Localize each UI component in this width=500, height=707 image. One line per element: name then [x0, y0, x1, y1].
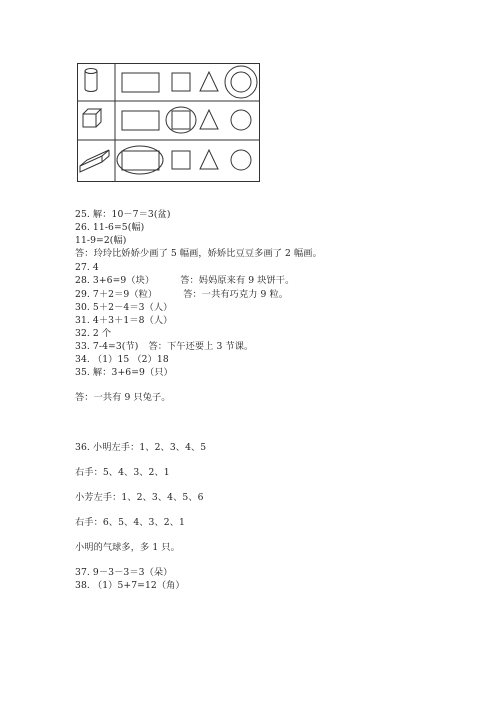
square-shape [172, 73, 190, 91]
answer-36-line-5: 小明的气球多，多 1 只。 [75, 542, 180, 553]
answer-29-statement: 答：一共有巧克力 9 粒。 [183, 289, 289, 300]
shapes-table-figure [77, 63, 260, 182]
cuboid-icon [80, 150, 109, 172]
answer-28 [75, 275, 294, 287]
answer-26-line-2: 11-9=2(幅) [75, 235, 127, 246]
answer-36-line-4: 右手：6、5、4、3、2、1 [75, 517, 185, 528]
circle-shape [231, 72, 251, 92]
rectangle-shape [122, 111, 159, 130]
cylinder-icon [85, 69, 97, 92]
answer-circle-mark [225, 66, 257, 98]
answer-32: 32. 2 个 [75, 328, 112, 339]
answer-29 [75, 289, 288, 301]
answer-34: 34. （1）15 （2）18 [75, 354, 169, 365]
answer-25: 25. 解：10－7＝3(盆) [75, 209, 171, 220]
rectangle-shape [122, 151, 159, 170]
circle-shape [231, 110, 251, 130]
answer-28-equation: 28. 3+6=9（块） [75, 275, 155, 286]
answer-27: 27. 4 [75, 262, 99, 273]
square-shape [172, 151, 190, 169]
square-shape [172, 111, 190, 129]
answer-26-line-3: 答：玲玲比娇娇少画了 5 幅画，娇娇比豆豆多画了 2 幅画。 [75, 248, 322, 259]
answer-37: 37. 9－3－3＝3（朵） [75, 567, 173, 578]
triangle-shape [200, 110, 218, 129]
answer-36: 36. 小明左手：1、2、3、4、5 [75, 442, 207, 453]
answer-33 [75, 341, 253, 353]
answer-35-statement: 答：一共有 9 只兔子。 [75, 392, 171, 403]
answer-31: 31. 4＋3＋1＝8（人） [75, 315, 173, 326]
circle-shape [231, 150, 251, 170]
triangle-shape [200, 150, 218, 169]
answer-36-line-2: 右手：5、4、3、2、1 [75, 467, 170, 478]
answer-35: 35. 解：3+6=9（只） [75, 367, 173, 378]
answer-28-statement: 答：妈妈原来有 9 块饼干。 [180, 275, 295, 286]
shapes-table-svg [77, 63, 260, 182]
triangle-shape [200, 72, 218, 91]
cube-icon [83, 109, 101, 127]
answer-36-line-3: 小芳左手：1、2、3、4、5、6 [75, 492, 204, 503]
rectangle-shape [122, 73, 159, 92]
answer-30: 30. 5＋2－4＝3（人） [75, 302, 173, 313]
answer-33-equation: 33. 7-4=3(节) [75, 341, 139, 352]
answer-26: 26. 11-6=5(幅) [75, 222, 145, 233]
answer-33-statement: 答：下午还要上 3 节课。 [148, 341, 254, 352]
answer-38: 38. （1）5+7=12（角） [75, 580, 185, 591]
answer-29-equation: 29. 7＋2＝9（粒） [75, 289, 158, 300]
